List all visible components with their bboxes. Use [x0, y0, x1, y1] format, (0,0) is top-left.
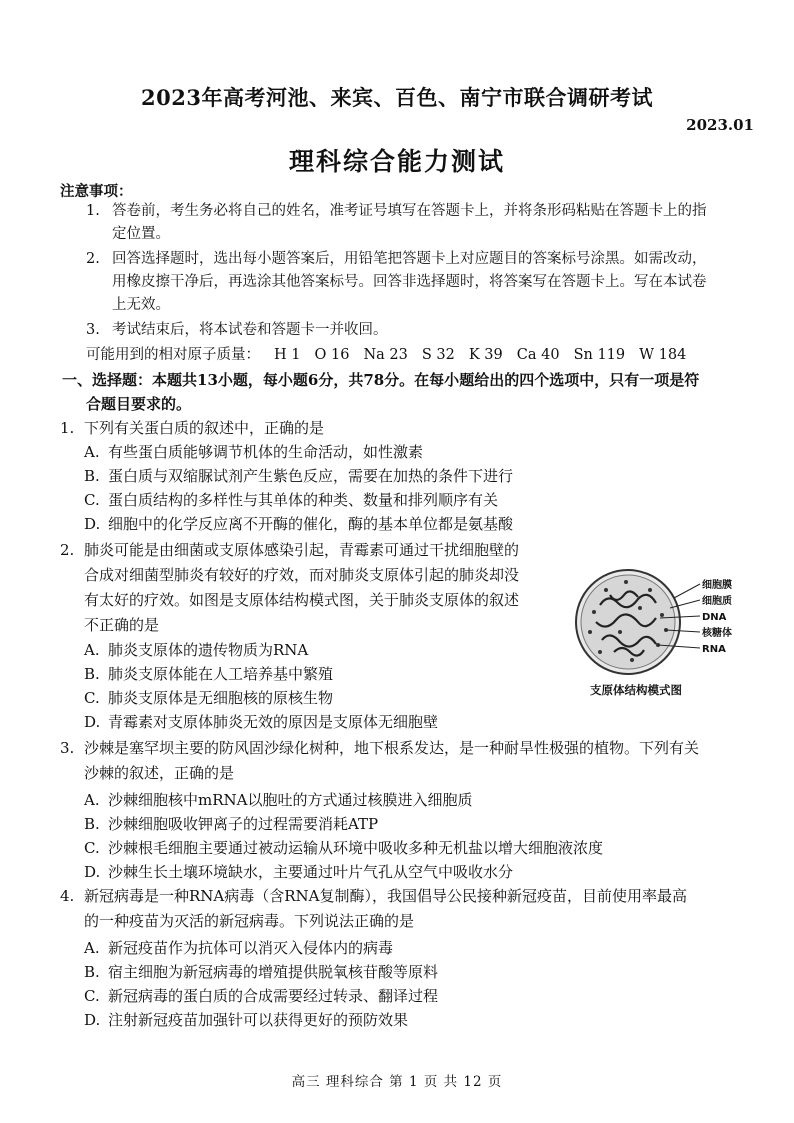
option-label: B.: [84, 815, 100, 833]
exam-title: 2023年高考河池、来宾、百色、南宁市联合调研考试: [141, 85, 653, 110]
mass-item: H 1: [274, 347, 301, 363]
question-1-stem: [60, 416, 324, 441]
option-label: B.: [84, 665, 100, 683]
question-2-option-a: [84, 638, 308, 662]
figure-label-dna: DNA: [702, 612, 727, 623]
subject-title: 理科综合能力测试: [288, 147, 505, 176]
option-text: 细胞中的化学反应离不开酶的催化，酶的基本单位都是氨基酸: [108, 515, 514, 533]
option-text: 宿主细胞为新冠病毒的增殖提供脱氧核苷酸等原料: [108, 963, 439, 981]
question-number: 4.: [60, 887, 75, 905]
note-item-3: [86, 319, 756, 342]
option-label: D.: [84, 713, 101, 731]
question-4-option-c: [84, 984, 438, 1008]
option-label: D.: [84, 1011, 101, 1029]
option-text: 新冠疫苗作为抗体可以消灭入侵体内的病毒: [108, 939, 394, 957]
option-label: A.: [84, 939, 100, 957]
figure-label-rna: RNA: [702, 644, 726, 655]
question-text: 下列有关蛋白质的叙述中，正确的是: [84, 419, 325, 437]
question-text: 的一种疫苗为灭活的新冠病毒。下列说法正确的是: [84, 912, 415, 930]
question-1-option-a: [84, 440, 423, 464]
note-number: 1.: [86, 203, 100, 219]
note-text: 回答选择题时，选出每小题答案后，用铅笔把答题卡上对应题目的答案标号涂黑。如需改动，: [112, 251, 707, 267]
question-2-option-b: [84, 662, 333, 686]
note-text: 用橡皮擦干净后，再选涂其他答案标号。回答非选择题时，将答案写在答题卡上。写在本试卷: [112, 274, 707, 290]
question-text: 新冠病毒是一种RNA病毒（含RNA复制酶），我国倡导公民接种新冠疫苗，目前使用率最高: [84, 887, 688, 905]
question-text: 不正确的是: [84, 616, 160, 634]
figure-caption: 支原体结构模式图: [590, 683, 682, 697]
note-number: 2.: [86, 251, 100, 267]
option-text: 肺炎支原体的遗传物质为RNA: [108, 641, 309, 659]
note-item-2: [86, 248, 756, 317]
question-2-stem: [60, 538, 519, 638]
option-text: 新冠病毒的蛋白质的合成需要经过转录、翻译过程: [108, 987, 439, 1005]
option-text: 肺炎支原体能在人工培养基中繁殖: [108, 665, 334, 683]
option-label: D.: [84, 863, 101, 881]
question-3-option-b: [84, 812, 378, 836]
question-4-stem: [60, 884, 687, 934]
option-label: C.: [84, 689, 100, 707]
option-text: 有些蛋白质能够调节机体的生命活动，如性激素: [108, 443, 424, 461]
option-text: 蛋白质结构的多样性与其单体的种类、数量和排列顺序有关: [108, 491, 499, 509]
option-text: 沙棘根毛细胞主要通过被动运输从环境中吸收多种无机盐以增大细胞液浓度: [108, 839, 604, 857]
question-number: 2.: [60, 541, 75, 559]
figure-label-membrane: 细胞膜: [702, 580, 732, 591]
option-label: C.: [84, 987, 100, 1005]
question-3-option-a: [84, 788, 472, 812]
option-text: 沙棘细胞核中mRNA以胞吐的方式通过核膜进入细胞质: [108, 791, 473, 809]
page-footer: 高三 理科综合 第 1 页 共 12 页: [291, 1074, 503, 1090]
option-text: 肺炎支原体是无细胞核的原核生物: [108, 689, 334, 707]
note-number: 3.: [86, 322, 100, 338]
note-item-1: [86, 200, 756, 246]
note-text: 定位置。: [112, 226, 170, 242]
option-text: 沙棘生长土壤环境缺水，主要通过叶片气孔从空气中吸收水分: [108, 863, 514, 881]
question-3-option-d: [84, 860, 513, 884]
question-2-option-c: [84, 686, 333, 710]
mass-item: S 32: [421, 347, 455, 363]
option-label: C.: [84, 491, 100, 509]
mass-item: Ca 40: [516, 347, 560, 363]
note-text: 上无效。: [112, 297, 170, 313]
cytoplasm-shape: [581, 575, 675, 669]
question-1-option-c: [84, 488, 498, 512]
question-number: 3.: [60, 739, 75, 757]
option-label: A.: [84, 641, 100, 659]
figure-label-cytoplasm: 细胞质: [702, 596, 732, 607]
mycoplasma-diagram: [570, 560, 750, 700]
mass-item: Sn 119: [573, 347, 626, 363]
option-label: D.: [84, 515, 101, 533]
option-label: A.: [84, 791, 100, 809]
question-text: 有太好的疗效。如图是支原体结构模式图，关于肺炎支原体的叙述: [84, 591, 520, 609]
section-heading: [62, 368, 762, 416]
mass-item: K 39: [468, 347, 503, 363]
figure-label-ribosome: 核糖体: [702, 628, 732, 639]
option-text: 注射新冠疫苗加强针可以获得更好的预防效果: [108, 1011, 409, 1029]
question-4-option-a: [84, 936, 393, 960]
section-heading-line: 一、选择题：本题共13小题，每小题6分，共78分。在每小题给出的四个选项中，只有一项是符: [62, 371, 700, 389]
question-1-option-b: [84, 464, 513, 488]
question-text: 合成对细菌型肺炎有较好的疗效，而对肺炎支原体引起的肺炎却没: [84, 566, 520, 584]
exam-date: 2023.01: [686, 116, 754, 134]
notes-heading: 注意事项：: [60, 183, 133, 200]
question-text: 沙棘是塞罕坝主要的防风固沙绿化树种，地下根系发达，是一种耐旱性极强的植物。下列有关: [84, 739, 700, 757]
section-heading-line: 合题目要求的。: [86, 395, 192, 413]
option-label: C.: [84, 839, 100, 857]
option-text: 蛋白质与双缩脲试剂产生紫色反应，需要在加热的条件下进行: [108, 467, 514, 485]
question-text: 肺炎可能是由细菌或支原体感染引起，青霉素可通过干扰细胞壁的: [84, 541, 520, 559]
option-text: 沙棘细胞吸收钾离子的过程需要消耗ATP: [108, 815, 379, 833]
question-4-option-d: [84, 1008, 408, 1032]
question-3-option-c: [84, 836, 603, 860]
question-number: 1.: [60, 419, 75, 437]
option-label: B.: [84, 963, 100, 981]
masses-label: 可能用到的相对原子质量：: [86, 347, 260, 363]
mass-item: O 16: [314, 347, 350, 363]
mass-item: Na 23: [363, 347, 408, 363]
option-text: 青霉素对支原体肺炎无效的原因是支原体无细胞壁: [108, 713, 439, 731]
question-1-option-d: [84, 512, 513, 536]
question-2-option-d: [84, 710, 438, 734]
option-label: A.: [84, 443, 100, 461]
note-text: 答卷前，考生务必将自己的姓名，准考证号填写在答题卡上，并将条形码粘贴在答题卡上的指: [112, 203, 707, 219]
mass-item: W 184: [639, 347, 687, 363]
note-text: 考试结束后，将本试卷和答题卡一并收回。: [112, 322, 388, 338]
question-4-option-b: [84, 960, 438, 984]
option-label: B.: [84, 467, 100, 485]
question-text: 沙棘的叙述，正确的是: [84, 764, 235, 782]
question-3-stem: [60, 736, 699, 786]
atomic-masses: [86, 343, 700, 364]
